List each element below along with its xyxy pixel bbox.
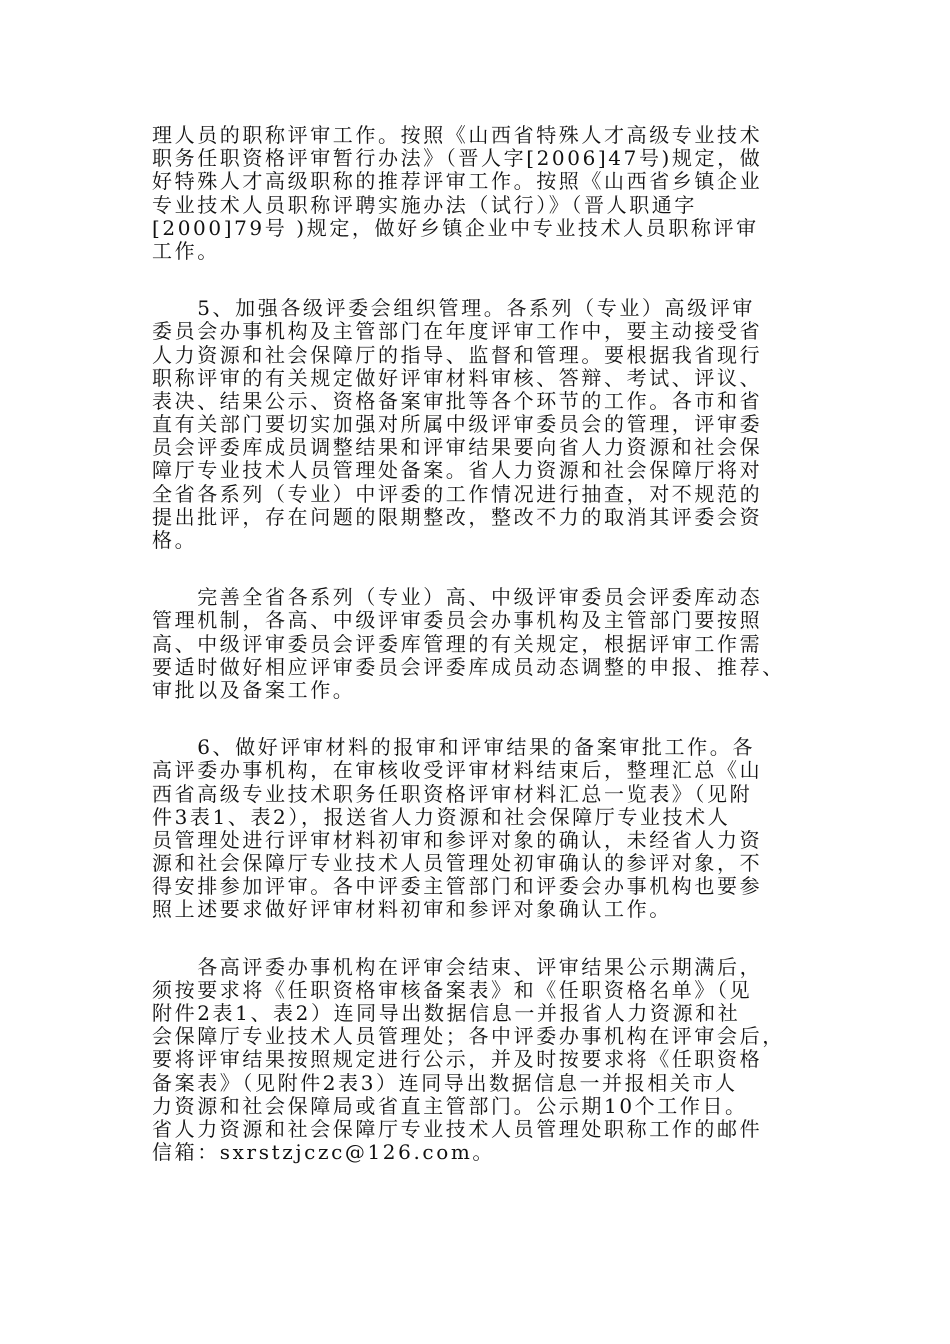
paragraph-5 [152,956,812,1165]
text-line: 照上述要求做好评审材料初审和参评对象确认工作。 [152,897,672,922]
text-line: 5、加强各级评委会组织管理。各系列（专业）高级评审 [152,296,755,321]
text-line: 会保障厅专业技术人员管理处；各中评委办事机构在评审会后， [152,1024,785,1049]
text-line: 专业技术人员职称评聘实施办法（试行）》（晋人职通字 [152,192,697,217]
paragraph-spacer [152,263,812,297]
text-line: 各高评委办事机构在评审会结束、评审结果公示期满后， [152,954,763,979]
text-line: 6、做好评审材料的报审和评审结果的备案审批工作。各 [152,735,755,760]
text-line: 好特殊人才高级职称的推荐评审工作。按照《山西省乡镇企业 [152,169,763,194]
text-line: 要适时做好相应评审委员会评委库成员动态调整的申报、推荐、 [152,654,785,679]
text-line: 表决、结果公示、资格备案审批等各个环节的工作。各市和省 [152,388,763,413]
text-line: 理人员的职称评审工作。按照《山西省特殊人才高级专业技术 [152,123,763,147]
text-line: 工作。 [152,238,220,263]
paragraph-1 [152,124,812,263]
text-line: 得安排参加评审。各中评委主管部门和评委会办事机构也要参 [152,874,763,899]
text-line: 员会评委库成员调整结果和评审结果要向省人力资源和社会保 [152,435,763,460]
text-line: 西省高级专业技术职务任职资格评审材料汇总一览表》（见附 [152,781,753,806]
text-line: 高、中级评审委员会评委库管理的有关规定，根据评审工作需 [152,631,763,656]
paragraph-spacer [152,922,812,956]
text-line: 源和社会保障厅专业技术人员管理处初审确认的参评对象，不 [152,851,763,876]
text-line: 提出批评，存在问题的限期整改，整改不力的取消其评委会资 [152,504,763,529]
email-line: 信箱：sxrstzjczc@126.com。 [152,1140,496,1165]
paragraph-spacer [152,552,812,586]
text-line: 管理机制，各高、中级评审委员会办事机构及主管部门要按照 [152,608,763,633]
text-line: 要将评审结果按照规定进行公示，并及时按要求将《任职资格 [152,1047,763,1072]
text-line: 委员会办事机构及主管部门在年度评审工作中，要主动接受省 [152,319,763,344]
text-line: 附件2表1、表2）连同导出数据信息一并报省人力资源和社 [152,1001,741,1025]
text-line: 高评委办事机构，在审核收受评审材料结束后，整理汇总《山 [152,758,763,783]
text-line: 格。 [152,528,198,552]
text-line: 须按要求将《任职资格审核备案表》和《任职资格名单》（见 [152,977,753,1002]
text-line: 职称评审的有关规定做好评审材料审核、答辩、考试、评议、 [152,365,763,390]
paragraph-4 [152,736,812,922]
paragraph-2 [152,297,812,552]
text-line: 完善全省各系列（专业）高、中级评审委员会评委库动态 [152,585,763,610]
text-line: [2000]79号 )规定，做好乡镇企业中专业技术人员职称评审 [152,215,759,240]
text-line: 职务任职资格评审暂行办法》（晋人字[2006]47号)规定，做 [152,146,763,171]
text-line: 备案表》（见附件2表3）连同导出数据信息一并报相关市人 [152,1070,738,1095]
text-line: 件3表1、表2），报送省人力资源和社会保障厅专业技术人 [152,804,731,829]
text-line: 障厅专业技术人员管理处备案。省人力资源和社会保障厅将对 [152,458,763,483]
paragraph-3 [152,586,812,702]
text-line: 审批以及备案工作。 [152,677,356,702]
text-line: 直有关部门要切实加强对所属中级评审委员会的管理，评审委 [152,412,763,437]
document-body [152,124,812,1164]
text-line: 人力资源和社会保障厅的指导、监督和管理。要根据我省现行 [152,342,763,367]
text-line: 省人力资源和社会保障厅专业技术人员管理处职称工作的邮件 [152,1116,763,1141]
text-line: 员管理处进行评审材料初审和参评对象的确认，未经省人力资 [152,827,763,852]
text-line: 全省各系列（专业）中评委的工作情况进行抽查，对不规范的 [152,481,763,506]
paragraph-spacer [152,702,812,736]
text-line: 力资源和社会保障局或省直主管部门。公示期10个工作日。 [152,1093,748,1118]
